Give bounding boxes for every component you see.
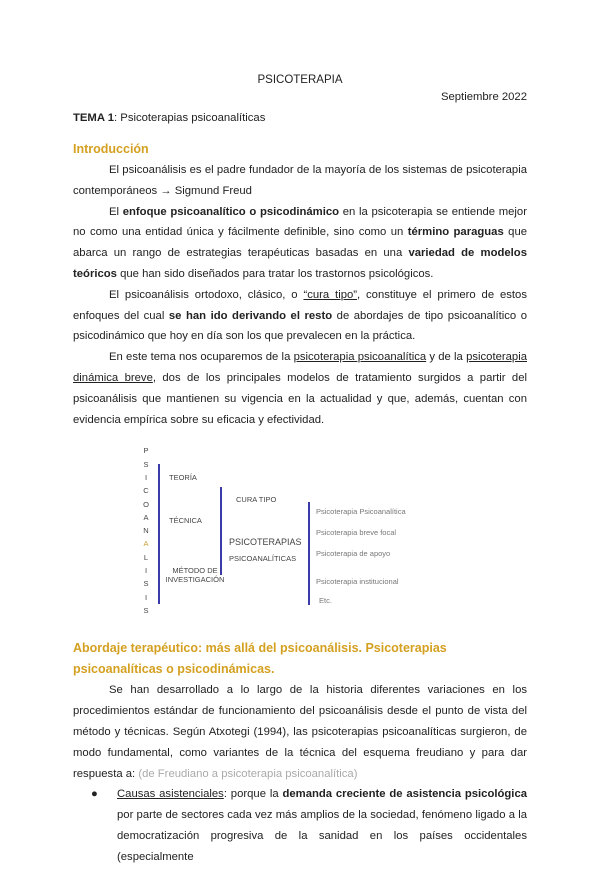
text: , constituye el primero de estos enfoques del cual — [73, 288, 527, 322]
text: , dos de los principales modelos de tratamiento surgidos a partir del psicoanálisis que mantienen su vigencia en la actualidad y que, además, cuentan con evidencia empírica sobre su eficacia y efectividad. — [73, 371, 527, 426]
section-heading-abordaje: Abordaje terapéutico: más allá del psicoanálisis. Psicoterapias psicoanalíticas o psicodinámicas. — [73, 641, 447, 677]
bold-text: enfoque psicoanalítico o psicodinámico — [122, 205, 340, 218]
paragraph — [73, 680, 527, 784]
topic-title — [73, 110, 527, 127]
diagram-bracket — [220, 487, 222, 575]
bold-text: término paraguas — [407, 226, 504, 239]
diagram-bracket — [308, 502, 310, 605]
diagram-label: Etc. — [319, 596, 332, 606]
diagram-label: TEORÍA — [169, 473, 197, 483]
bold-text: se han ido derivando el resto — [168, 309, 333, 322]
document-title: PSICOTERAPIA — [257, 74, 343, 86]
diagram-label: Psicoterapia de apoyo — [316, 549, 391, 559]
diagram-label: Psicoterapia Psicoanalítica — [316, 507, 406, 517]
text: por parte de sectores cada vez más amplios de la sociedad, fenómeno ligado a la democratización progresiva de la sanidad en los países occidentales (especialmente — [117, 809, 527, 863]
text: Se han desarrollado a lo largo de la historia diferentes variaciones en los procedimientos estándar de funcionamiento del psicoanálisis desde el punto de vista del método y técnicas. Según Atxotegi (1994), las psicoterapias psicoanalíticas surgieron, de modo fundamental, como variantes de la técnica del esquema freudiano y para dar respuesta a: — [73, 684, 527, 780]
topic-name: : Psicoterapias psicoanalíticas — [114, 112, 266, 124]
note-text: (de Freudiano a psicoterapia psicoanalítica) — [138, 767, 358, 780]
text: que abarca un rango de estrategias terapéuticas basadas en una — [73, 226, 528, 260]
diagram-bracket — [158, 464, 160, 604]
diagram-label: PSICOTERAPIAS — [229, 537, 302, 548]
list-item — [91, 784, 527, 867]
paragraph — [73, 285, 527, 347]
bold-text: demanda creciente de asistencia psicológica — [282, 788, 528, 801]
text: y de la — [426, 351, 467, 364]
section-heading-intro: Introducción — [73, 142, 149, 156]
diagram-label: CURA TIPO — [236, 495, 277, 505]
date: Septiembre 2022 — [440, 91, 527, 103]
paragraph: El psicoanálisis es el padre fundador de la mayoría de los sistemas de psicoterapia contemporáneos → Sigmund Freud — [73, 164, 527, 197]
paragraph — [73, 347, 527, 430]
text: en la psicoterapia se entiende mejor no como una entidad única y fácilmente definible, sino como un — [73, 205, 527, 239]
bullet-icon: ● — [91, 788, 98, 801]
bullet-list — [73, 784, 527, 867]
paragraph — [73, 202, 527, 285]
diagram-vertical-word: P S I C O A N A L I S I S — [143, 446, 149, 615]
text: de abordajes de tipo psicoanalítico o psicodinámico que hoy en día son los que prevalecen en la práctica. — [73, 309, 527, 343]
diagram-label: TÉCNICA — [169, 516, 202, 526]
diagram-label: Psicoterapia institucional — [316, 577, 399, 587]
diagram-label: PSICOANALÍTICAS — [229, 554, 297, 564]
topic-label: TEMA 1 — [73, 112, 115, 124]
underlined-text: Causas asistenciales — [117, 788, 224, 801]
text: En este tema nos ocuparemos de la — [109, 351, 294, 364]
text: El — [109, 205, 123, 218]
bold-text: variedad de modelos teóricos — [73, 247, 527, 280]
underlined-text: “cura tipo” — [303, 288, 358, 301]
text: que han sido diseñados para tratar los trastornos psicológicos. — [116, 267, 434, 280]
underlined-text: psicoterapia psicoanalítica — [293, 351, 427, 364]
diagram-label: Psicoterapia breve focal — [316, 528, 397, 538]
diagram-label: MÉTODO DE INVESTIGACIÓN — [165, 566, 225, 585]
text: : porque la — [223, 788, 283, 801]
underlined-text: psicoterapia dinámica breve — [73, 351, 527, 384]
text: El psicoanálisis ortodoxo, clásico, o — [109, 288, 304, 301]
diagram — [73, 444, 527, 630]
